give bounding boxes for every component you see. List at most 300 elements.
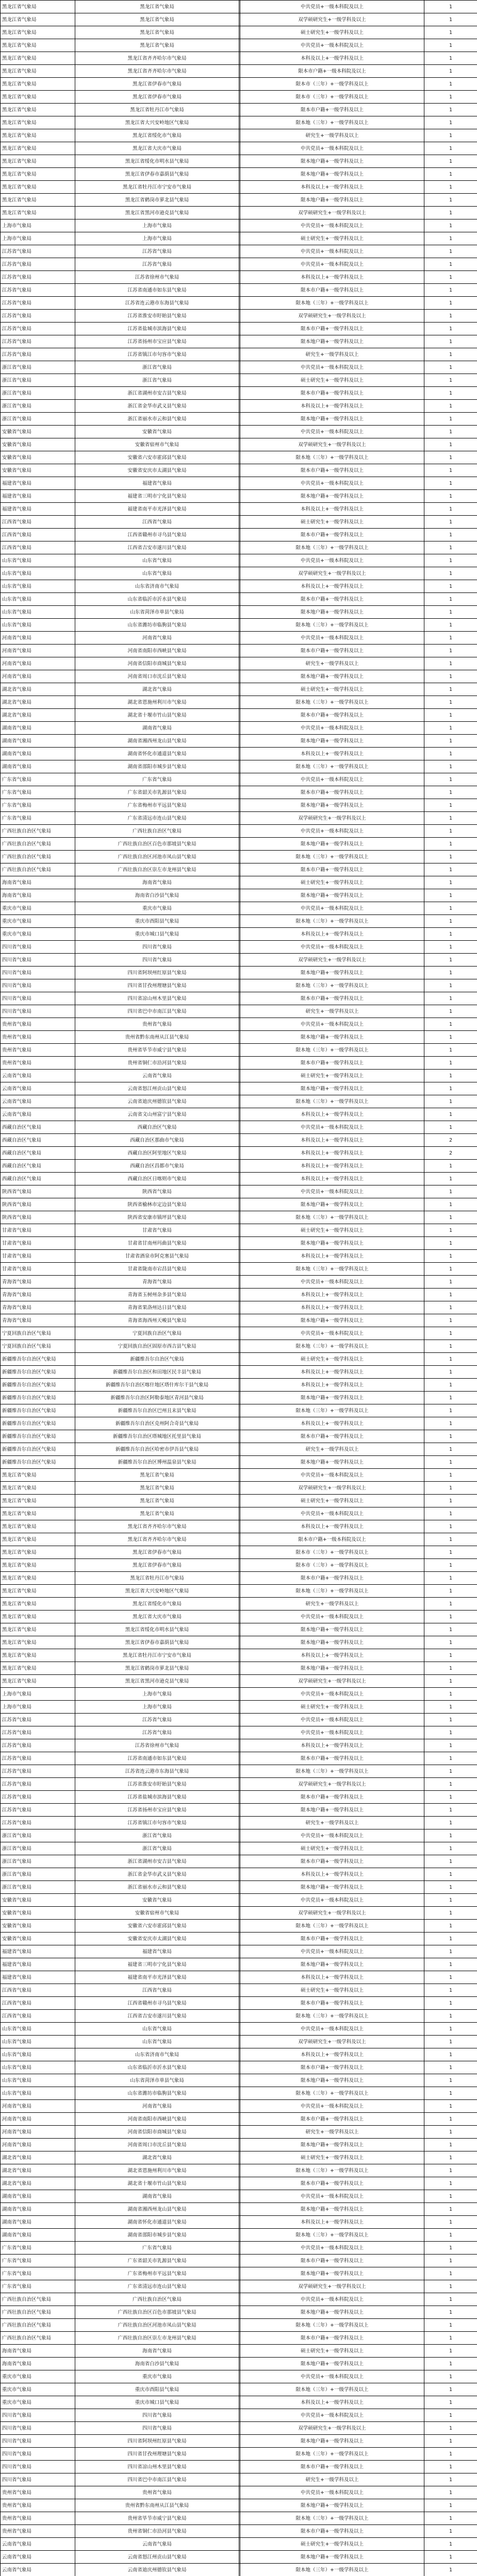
count-cell: 1 [424,683,477,696]
unit-cell: 安徽省气象局 [75,426,239,438]
province-cell: 黑龙江省气象局 [1,1507,75,1520]
unit-cell: 湖南省湘西州龙山县气象局 [75,2203,239,2216]
table-row [1,838,477,851]
unit-cell: 四川省气象局 [75,954,239,967]
unit-cell: 西藏自治区日喀则市气象局 [75,1173,239,1185]
requirement-cell: 硕士研究生+一级学科及以上 [240,232,424,245]
requirement-cell: 限本地户籍+一级学科及以上 [240,889,424,902]
requirement-cell: 限本地户籍+一级学科及以上 [240,1237,424,1250]
unit-cell: 重庆市气象局 [75,902,239,915]
table-row [1,2280,477,2293]
unit-cell: 江苏省盐城市滨海县气象局 [75,323,239,335]
province-cell: 宁夏回族自治区气象局 [1,1327,75,1340]
unit-cell: 贵州省毕节市威宁县气象局 [75,2512,239,2525]
province-cell: 浙江省气象局 [1,1842,75,1855]
count-cell: 1 [424,2525,477,2538]
table-row [1,1018,477,1031]
province-cell: 浙江省气象局 [1,1881,75,1894]
count-cell: 1 [424,39,477,52]
province-cell: 广东省气象局 [1,2280,75,2293]
requirement-cell: 限本地户籍+一级学科及以上 [240,606,424,619]
requirement-cell: 本科及以上+一级学科及以上 [240,52,424,65]
requirement-cell: 限本地户籍+一级学科及以上 [240,735,424,748]
table-row [1,2229,477,2242]
province-cell: 湖南省气象局 [1,735,75,748]
count-cell: 1 [424,400,477,413]
unit-cell: 浙江省湖州市安吉县气象局 [75,1855,239,1868]
unit-cell: 江苏省气象局 [75,1714,239,1726]
count-cell: 1 [424,2473,477,2486]
table-row [1,1417,477,1430]
table-row [1,1134,477,1147]
province-cell: 新疆维吾尔自治区气象局 [1,1443,75,1456]
province-cell: 四川省气象局 [1,967,75,979]
requirement-cell: 硕士研究生+一级学科及以上 [240,2151,424,2164]
unit-cell: 安徽省六安市霍邱县气象局 [75,1920,239,1933]
unit-cell: 广东省气象局 [75,2242,239,2255]
table-row [1,1095,477,1108]
count-cell: 1 [424,2409,477,2422]
table-row [1,2139,477,2151]
province-cell: 山东省气象局 [1,567,75,580]
province-cell: 四川省气象局 [1,941,75,954]
province-cell: 黑龙江省气象局 [1,78,75,91]
unit-cell: 黑龙江省绥化市明水县气象局 [75,155,239,168]
unit-cell: 四川省凉山州木里县气象局 [75,992,239,1005]
requirement-cell: 限本地户籍+一级学科及以上 [240,1881,424,1894]
requirement-cell: 本科及以上+一级学科及以上 [240,1108,424,1121]
table-row [1,1546,477,1559]
province-cell: 安徽省气象局 [1,426,75,438]
requirement-cell: 限本地户籍+一级学科及以上 [240,967,424,979]
requirement-cell: 中共党员+一级本科院及以上 [240,2293,424,2306]
count-cell: 1 [424,1546,477,1559]
count-cell: 1 [424,1971,477,1984]
count-cell: 1 [424,2280,477,2293]
province-cell: 湖南省气象局 [1,2229,75,2242]
province-cell: 海南省气象局 [1,2358,75,2370]
count-cell: 1 [424,2036,477,2048]
count-cell: 1 [424,1739,477,1752]
unit-cell: 江苏省扬州市宝应县气象局 [75,1804,239,1817]
count-cell: 1 [424,1057,477,1070]
unit-cell: 青海省海西州天峻县气象局 [75,1314,239,1327]
province-cell: 贵州省气象局 [1,1031,75,1044]
unit-cell: 河南省信阳市商城县气象局 [75,2126,239,2139]
province-cell: 广西壮族自治区气象局 [1,863,75,876]
count-cell: 1 [424,1,477,13]
count-cell: 1 [424,1276,477,1289]
requirement-cell: 中共党员+一级本科院及以上 [240,477,424,490]
table-row [1,26,477,39]
unit-cell: 山东省气象局 [75,567,239,580]
table-row [1,889,477,902]
unit-cell: 黑龙江省鹤岗市萝北县气象局 [75,194,239,207]
unit-cell: 贵州省铜仁市沿河县气象局 [75,1057,239,1070]
unit-cell: 新疆维吾尔自治区克州阿合奇县气象局 [75,1417,239,1430]
requirement-cell: 中共党员+一级本科院及以上 [240,1327,424,1340]
table-row [1,1469,477,1482]
requirement-cell: 中共党员+一级本科院及以上 [240,773,424,786]
table-row [1,1829,477,1842]
unit-cell: 湖北省恩施州利川市气象局 [75,2164,239,2177]
province-cell: 江苏省气象局 [1,1817,75,1829]
table-row [1,1520,477,1533]
unit-cell: 广西壮族自治区河池市凤山县气象局 [75,2319,239,2332]
requirement-cell: 本科及以上+一级学科及以上 [240,2216,424,2229]
province-cell: 河南省气象局 [1,2100,75,2113]
province-cell: 云南省气象局 [1,2538,75,2551]
table-row [1,748,477,760]
unit-cell: 青海省果洛州达日县气象局 [75,1301,239,1314]
province-cell: 宁夏回族自治区气象局 [1,1340,75,1353]
table-row [1,207,477,219]
province-cell: 青海省气象局 [1,1314,75,1327]
table-row [1,245,477,258]
unit-cell: 广西壮族自治区气象局 [75,2293,239,2306]
unit-cell: 黑龙江省气象局 [75,26,239,39]
count-cell: 1 [424,2255,477,2267]
requirement-cell: 限本地（三年）+一级学科及以上 [240,1340,424,1353]
province-cell: 湖南省气象局 [1,2203,75,2216]
count-cell: 1 [424,2551,477,2564]
count-cell: 1 [424,219,477,232]
table-row [1,1997,477,2010]
table-row [1,1,477,13]
province-cell: 湖北省气象局 [1,2164,75,2177]
unit-cell: 广西壮族自治区崇左市龙州县气象局 [75,2332,239,2345]
count-cell: 1 [424,1430,477,1443]
requirement-cell: 限本地户籍+一级学科及以上 [240,1392,424,1404]
requirement-cell: 硕士研究生+一级学科及以上 [240,516,424,529]
table-row [1,876,477,889]
unit-cell: 黑龙江省绥化市气象局 [75,129,239,142]
province-cell: 陕西省气象局 [1,1185,75,1198]
count-cell: 1 [424,1765,477,1778]
unit-cell: 江苏省淮安市盱眙县气象局 [75,310,239,323]
count-cell: 1 [424,838,477,851]
unit-cell: 河南省南阳市西峡县气象局 [75,645,239,657]
count-cell: 1 [424,1829,477,1842]
requirement-cell: 限本地户籍+一级学科及以上 [240,1314,424,1327]
table-row [1,1868,477,1881]
province-cell: 江西省气象局 [1,1997,75,2010]
count-cell: 1 [424,2512,477,2525]
province-cell: 四川省气象局 [1,954,75,967]
unit-cell: 山东省临沂市沂水县气象局 [75,593,239,606]
requirement-cell: 本科及以上+一级学科及以上 [240,1147,424,1160]
table-row [1,915,477,928]
unit-cell: 河南省气象局 [75,632,239,645]
table-row [1,657,477,670]
count-cell: 1 [424,554,477,567]
requirement-cell: 本科及以上+一级学科及以上 [240,1366,424,1379]
province-cell: 甘肃省气象局 [1,1224,75,1237]
requirement-cell: 限本地（三年）+一级学科及以上 [240,116,424,129]
province-cell: 广东省气象局 [1,773,75,786]
table-row [1,1752,477,1765]
requirement-cell: 限本市（三年）+一级学科及以上 [240,91,424,104]
unit-cell: 黑龙江省气象局 [75,39,239,52]
count-cell: 1 [424,2422,477,2435]
requirement-cell: 限本地户籍+一级学科及以上 [240,799,424,812]
requirement-cell: 限本地（三年）+一级学科及以上 [240,915,424,928]
requirement-cell: 限本市户籍+一级本科院及以上 [240,1533,424,1546]
requirement-cell: 中共党员+一级本科院及以上 [240,39,424,52]
unit-cell: 黑龙江省大庆市气象局 [75,142,239,155]
province-cell: 山东省气象局 [1,606,75,619]
requirement-cell: 限本市（三年）+一级学科及以上 [240,1546,424,1559]
count-cell: 1 [424,438,477,451]
requirement-cell: 中共党员+一级本科院及以上 [240,361,424,374]
unit-cell: 重庆市城口县气象局 [75,2396,239,2409]
count-cell: 1 [424,2293,477,2306]
count-cell: 1 [424,1095,477,1108]
requirement-cell: 研究生+一级学科及以上 [240,1817,424,1829]
unit-cell: 贵州省气象局 [75,2486,239,2499]
requirement-cell: 限本地（三年）+一级学科及以上 [240,2512,424,2525]
requirement-cell: 限本地户籍+一级学科及以上 [240,1662,424,1675]
count-cell: 1 [424,1714,477,1726]
count-cell: 1 [424,335,477,348]
table-row [1,967,477,979]
unit-cell: 黑龙江省齐齐哈尔市气象局 [75,1533,239,1546]
unit-cell: 云南省气象局 [75,2538,239,2551]
count-cell: 1 [424,1237,477,1250]
province-cell: 四川省气象局 [1,992,75,1005]
requirement-cell: 中共党员+一级本科院及以上 [240,142,424,155]
count-cell: 1 [424,1379,477,1392]
requirement-cell: 双学硕研究生+一级学科及以上 [240,2280,424,2293]
count-cell: 1 [424,1855,477,1868]
requirement-cell: 限本地户籍+一级学科及以上 [240,2499,424,2512]
province-cell: 湖南省气象局 [1,722,75,735]
requirement-cell: 限本地（三年）+一级学科及以上 [240,696,424,709]
count-cell: 1 [424,348,477,361]
table-row [1,1121,477,1134]
count-cell: 1 [424,2306,477,2319]
table-row [1,2551,477,2564]
count-cell: 1 [424,1778,477,1791]
unit-cell: 黑龙江省伊春市嘉荫县气象局 [75,1636,239,1649]
requirement-cell: 限本地户籍+一级学科及以上 [240,838,424,851]
unit-cell: 黑龙江省黑河市逊克县气象局 [75,1675,239,1688]
requirement-cell: 限本市户籍+一级学科及以上 [240,2177,424,2190]
province-cell: 广西壮族自治区气象局 [1,2293,75,2306]
unit-cell: 山东省气象局 [75,2023,239,2036]
table-row [1,1623,477,1636]
count-cell: 1 [424,1443,477,1456]
province-cell: 重庆市气象局 [1,902,75,915]
province-cell: 云南省气象局 [1,1108,75,1121]
province-cell: 黑龙江省气象局 [1,1611,75,1623]
province-cell: 黑龙江省气象局 [1,1598,75,1611]
count-cell: 1 [424,1752,477,1765]
province-cell: 浙江省气象局 [1,400,75,413]
province-cell: 黑龙江省气象局 [1,65,75,78]
requirement-cell: 硕士研究生+一级学科及以上 [240,2345,424,2358]
province-cell: 江苏省气象局 [1,1714,75,1726]
table-row [1,477,477,490]
province-cell: 浙江省气象局 [1,374,75,387]
requirement-cell: 限本地（三年）+一级学科及以上 [240,297,424,310]
table-row [1,1173,477,1185]
unit-cell: 湖北省十堰市竹山县气象局 [75,2177,239,2190]
count-cell: 1 [424,2087,477,2100]
table-row [1,13,477,26]
count-cell: 1 [424,1353,477,1366]
unit-cell: 湖北省气象局 [75,683,239,696]
unit-cell: 黑龙江省牡丹江市宁安市气象局 [75,181,239,194]
requirement-cell: 限本地户籍+一级学科及以上 [240,2203,424,2216]
table-row [1,1907,477,1920]
count-cell: 1 [424,91,477,104]
table-row [1,1572,477,1585]
table-row [1,1456,477,1469]
unit-cell: 四川省凉山州木里县气象局 [75,2461,239,2473]
requirement-cell: 硕士研究生+一级学科及以上 [240,1353,424,1366]
province-cell: 江苏省气象局 [1,335,75,348]
unit-cell: 宁夏回族自治区固原市西吉县气象局 [75,1340,239,1353]
requirement-cell: 双学硕研究生+一级学科及以上 [240,1778,424,1791]
count-cell: 1 [424,2139,477,2151]
unit-cell: 海南省白沙县气象局 [75,889,239,902]
count-cell: 1 [424,129,477,142]
table-row [1,1662,477,1675]
requirement-cell: 中共党员+一级本科院及以上 [240,258,424,271]
requirement-cell: 研究生+一级学科及以上 [240,348,424,361]
unit-cell: 湖南省气象局 [75,722,239,735]
province-cell: 江苏省气象局 [1,1752,75,1765]
requirement-cell: 限本地户籍+一级学科及以上 [240,1198,424,1211]
table-row [1,2486,477,2499]
province-cell: 江苏省气象局 [1,323,75,335]
requirement-cell: 硕士研究生+一级学科及以上 [240,26,424,39]
unit-cell: 安徽省安庆市太湖县气象局 [75,1933,239,1945]
requirement-cell: 本科及以上+一级学科及以上 [240,1649,424,1662]
count-cell: 1 [424,1894,477,1907]
table-row [1,1250,477,1263]
unit-cell: 福建省南平市光泽县气象局 [75,1971,239,1984]
province-cell: 黑龙江省气象局 [1,1533,75,1546]
table-row [1,1482,477,1495]
table-row [1,902,477,915]
unit-cell: 湖北省恩施州利川市气象局 [75,696,239,709]
province-cell: 西藏自治区气象局 [1,1121,75,1134]
requirement-cell: 限本市户籍+一级学科及以上 [240,1057,424,1070]
count-cell: 1 [424,13,477,26]
requirement-cell: 限本地户籍+一级学科及以上 [240,1958,424,1971]
count-cell: 1 [424,361,477,374]
province-cell: 广东省气象局 [1,2267,75,2280]
unit-cell: 黑龙江省伊春市气象局 [75,1546,239,1559]
requirement-cell: 限本市户籍+一级学科及以上 [240,863,424,876]
province-cell: 江苏省气象局 [1,1765,75,1778]
unit-cell: 山东省潍坊市临朐县气象局 [75,2087,239,2100]
province-cell: 云南省气象局 [1,1095,75,1108]
table-row [1,155,477,168]
requirement-cell: 限本市户籍+一级学科及以上 [240,387,424,400]
requirement-cell: 硕士研究生+一级学科及以上 [240,1984,424,1997]
table-row [1,645,477,657]
requirement-cell: 中共党员+一级本科院及以上 [240,1469,424,1482]
count-cell: 1 [424,1340,477,1353]
unit-cell: 山东省济南市气象局 [75,2048,239,2061]
table-row [1,529,477,541]
table-row [1,181,477,194]
table-row [1,2164,477,2177]
unit-cell: 广西壮族自治区百色市那坡县气象局 [75,838,239,851]
unit-cell: 贵州省铜仁市沿河县气象局 [75,2525,239,2538]
province-cell: 黑龙江省气象局 [1,1546,75,1559]
unit-cell: 浙江省湖州市安吉县气象局 [75,387,239,400]
table-row [1,1585,477,1598]
unit-cell: 浙江省气象局 [75,1842,239,1855]
province-cell: 湖南省气象局 [1,2190,75,2203]
table-row [1,2525,477,2538]
requirement-cell: 本科及以上+一级学科及以上 [240,1289,424,1301]
province-cell: 江苏省气象局 [1,1726,75,1739]
count-cell: 1 [424,2370,477,2383]
unit-cell: 江苏省南通市如东县气象局 [75,1752,239,1765]
province-cell: 江苏省气象局 [1,245,75,258]
count-cell: 1 [424,2048,477,2061]
count-cell: 1 [424,1263,477,1276]
count-cell: 1 [424,1585,477,1598]
requirement-cell: 中共党员+一级本科院及以上 [240,1121,424,1134]
province-cell: 安徽省气象局 [1,438,75,451]
table-row [1,2473,477,2486]
requirement-cell: 硕士研究生+一级学科及以上 [240,1842,424,1855]
province-cell: 江苏省气象局 [1,297,75,310]
unit-cell: 河南省南阳市西峡县气象局 [75,2113,239,2126]
unit-cell: 重庆市气象局 [75,2370,239,2383]
table-row [1,1701,477,1714]
count-cell: 1 [424,374,477,387]
unit-cell: 福建省三明市宁化县气象局 [75,1958,239,1971]
count-cell: 1 [424,65,477,78]
province-cell: 河南省气象局 [1,657,75,670]
count-cell: 1 [424,2216,477,2229]
requirement-cell: 中共党员+一级本科院及以上 [240,1894,424,1907]
requirement-cell: 限本地户籍+一级学科及以上 [240,2139,424,2151]
table-row [1,2048,477,2061]
count-cell: 1 [424,1958,477,1971]
requirement-cell: 中共党员+一级本科院及以上 [240,1611,424,1623]
unit-cell: 江西省气象局 [75,516,239,529]
unit-cell: 新疆维吾尔自治区气象局 [75,1353,239,1366]
requirement-cell: 硕士研究生+一级学科及以上 [240,1701,424,1714]
count-cell: 1 [424,1984,477,1997]
requirement-cell: 本科及以上+一级学科及以上 [240,580,424,593]
province-cell: 江西省气象局 [1,1984,75,1997]
requirement-cell: 本科及以上+一级学科及以上 [240,1417,424,1430]
table-row [1,567,477,580]
table-row [1,2409,477,2422]
table-row [1,1533,477,1546]
province-cell: 江苏省气象局 [1,284,75,297]
province-cell: 江苏省气象局 [1,1778,75,1791]
unit-cell: 西藏自治区那曲市气象局 [75,1134,239,1147]
requirement-cell: 中共党员+一级本科院及以上 [240,941,424,954]
unit-cell: 浙江省气象局 [75,1829,239,1842]
province-cell: 江苏省气象局 [1,258,75,271]
province-cell: 江西省气象局 [1,516,75,529]
table-row [1,2255,477,2267]
unit-cell: 四川省阿坝州红原县气象局 [75,2435,239,2448]
province-cell: 贵州省气象局 [1,2525,75,2538]
count-cell: 1 [424,1327,477,1340]
